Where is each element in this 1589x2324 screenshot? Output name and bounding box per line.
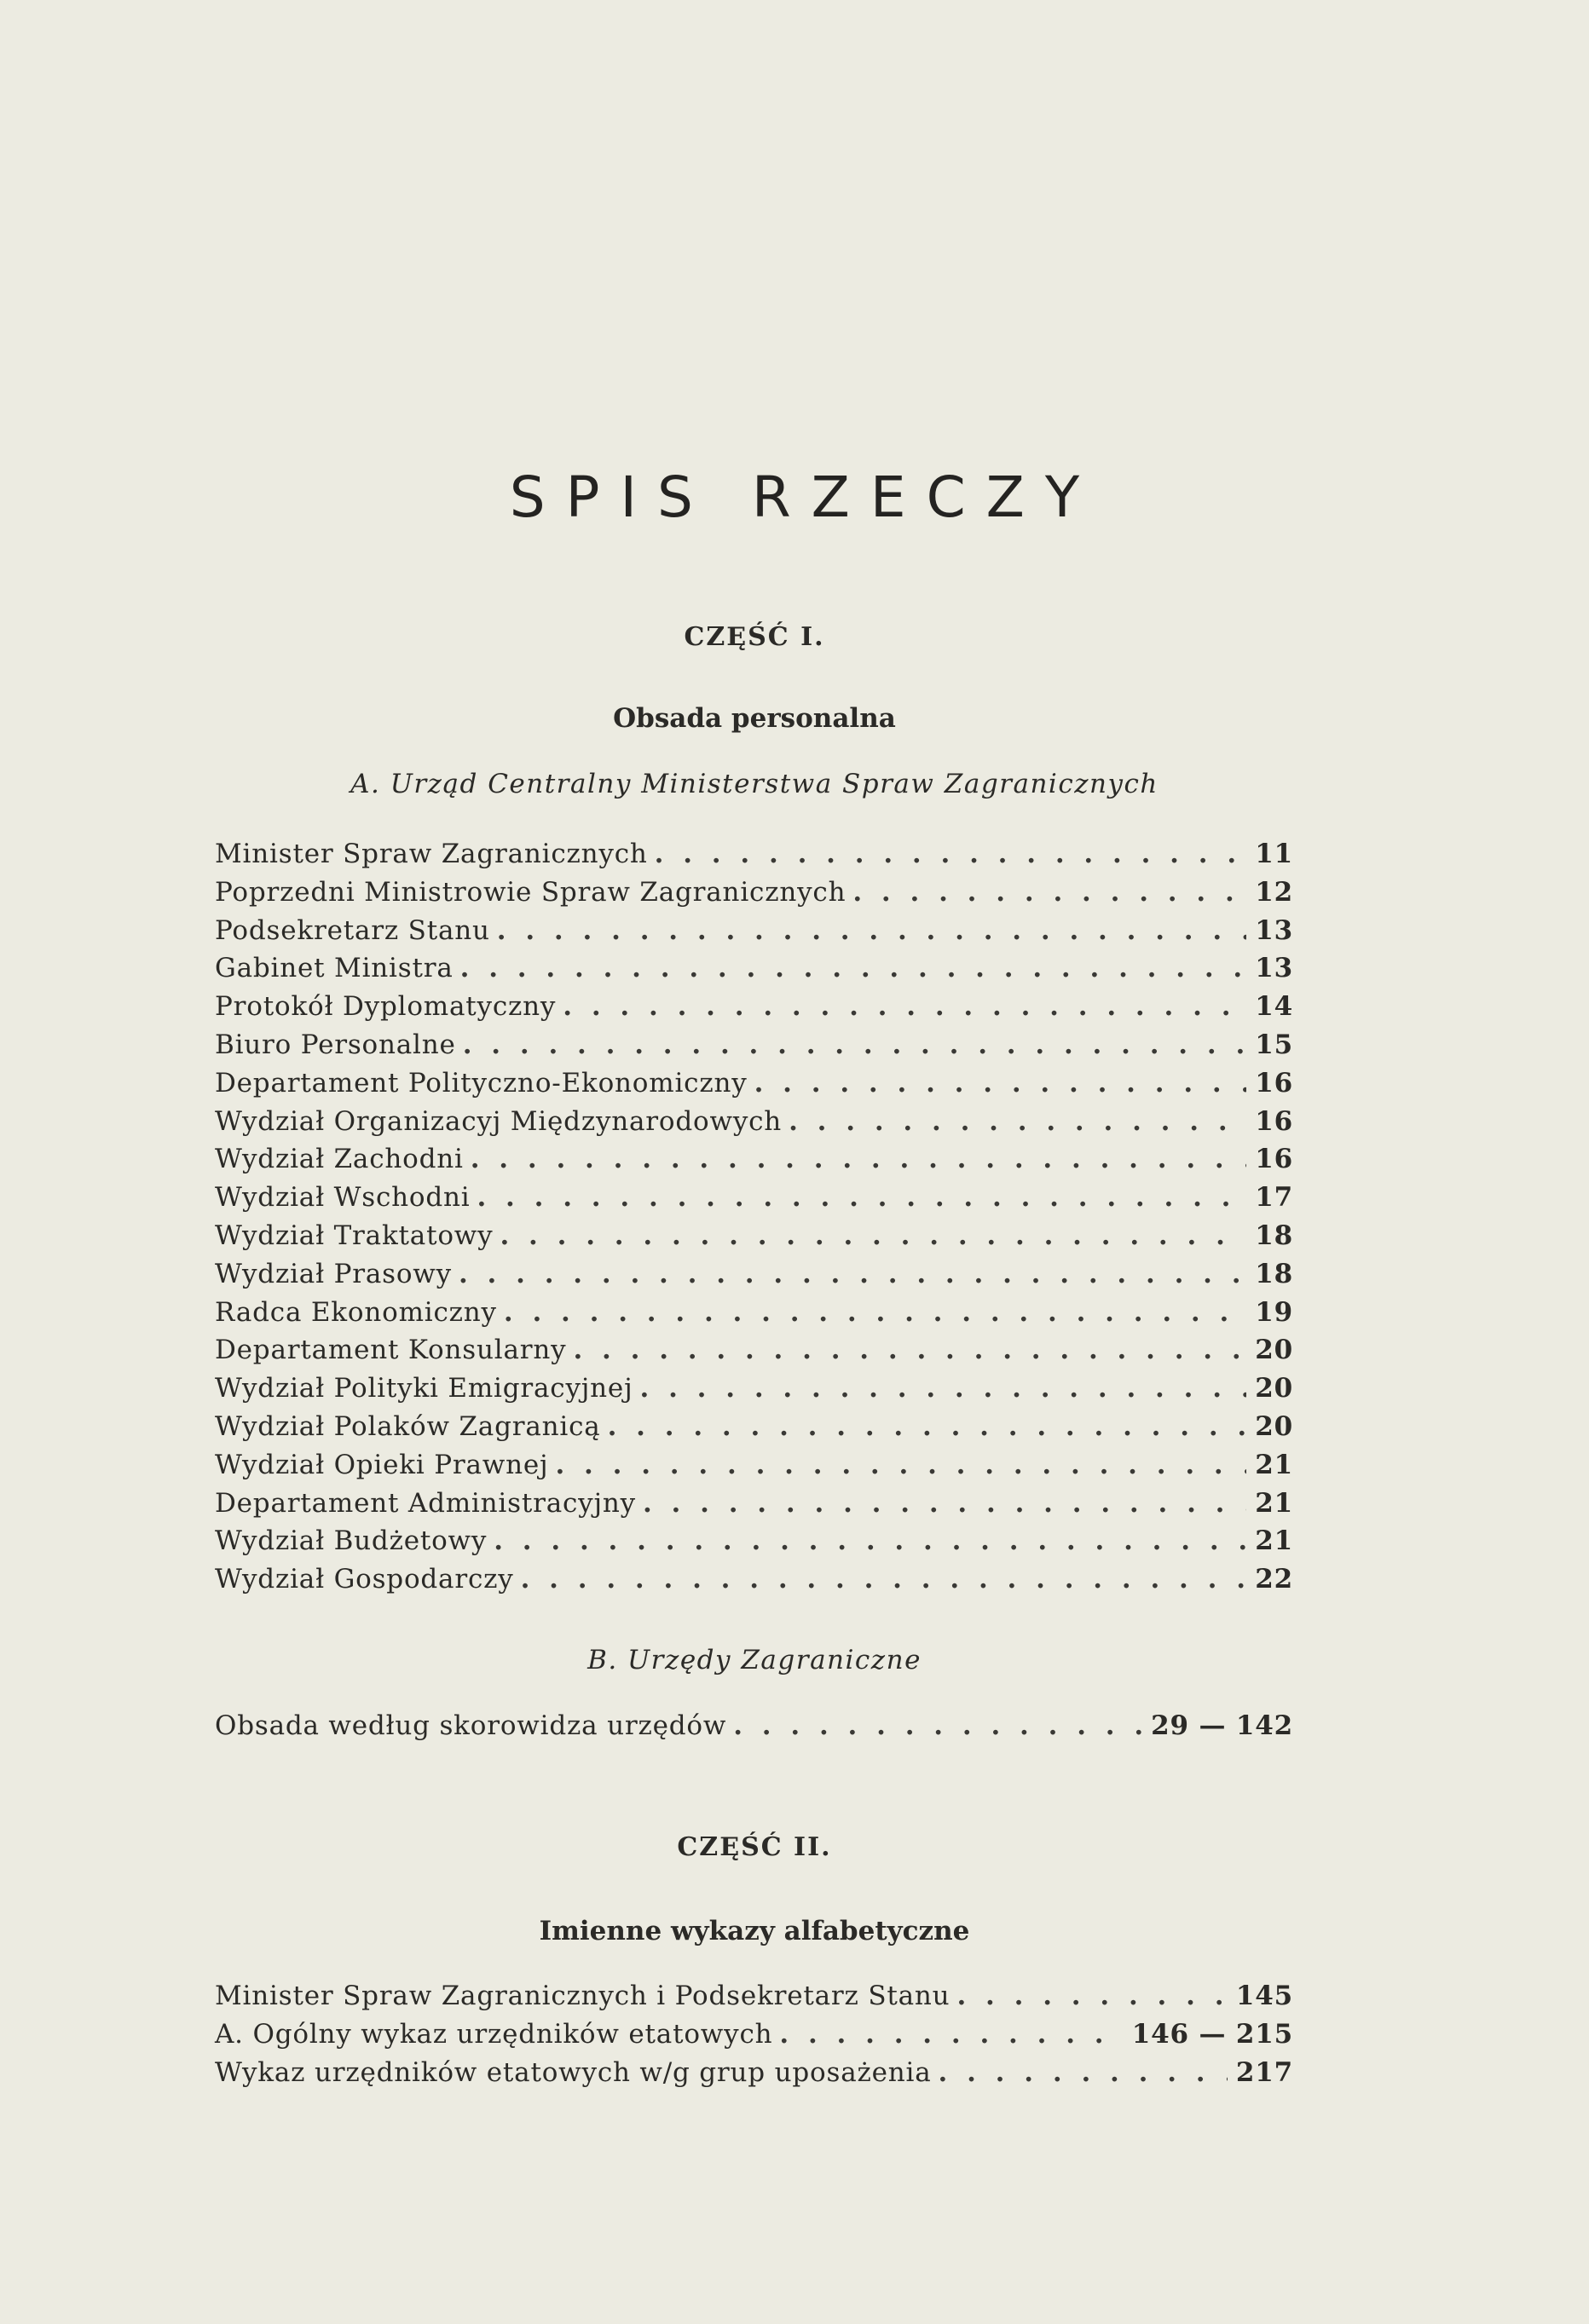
dot-leader	[655, 835, 1247, 874]
toc-entry-page-number: 20	[1255, 1410, 1293, 1442]
part-1-heading: CZĘŚĆ I.	[684, 622, 825, 652]
toc-entry	[215, 1522, 1293, 1560]
toc-entry	[215, 949, 1293, 988]
dot-leader	[640, 1370, 1247, 1408]
toc-entry-page-number: 22	[1255, 1564, 1293, 1595]
toc-entry-label: Wydział Wschodni	[215, 1182, 471, 1214]
toc-entry-label: Wydział Zachodni	[215, 1144, 464, 1175]
dot-leader	[643, 1485, 1246, 1523]
toc-entry-label: Biuro Personalne	[215, 1029, 456, 1060]
toc-entry	[215, 1707, 1293, 1745]
toc-entry	[215, 1103, 1293, 1141]
toc-entry	[215, 1370, 1293, 1408]
toc-entry-page-number: 146 — 215	[1131, 2018, 1293, 2050]
toc-entry	[215, 1294, 1293, 1332]
toc-entry-label: Departament Administracyjny	[215, 1487, 636, 1519]
dot-leader	[521, 1560, 1247, 1599]
toc-entry-label: Wydział Polaków Zagranicą	[215, 1410, 601, 1442]
toc-entry	[215, 1140, 1293, 1179]
toc-entry-label: Radca Ekonomiczny	[215, 1296, 497, 1328]
toc-entry-page-number: 17	[1255, 1182, 1293, 1214]
toc-entry-label: Wydział Budżetowy	[215, 1525, 488, 1557]
toc-entry-label: Wydział Prasowy	[215, 1258, 452, 1289]
toc-entry-page-number: 13	[1255, 953, 1293, 984]
toc-entry	[215, 1026, 1293, 1064]
toc-entry-label: Minister Spraw Zagranicznych	[215, 839, 648, 869]
toc-entry	[215, 874, 1293, 912]
toc-entry-page-number: 16	[1255, 1067, 1293, 1099]
toc-entry	[215, 1217, 1293, 1255]
dot-leader	[779, 2015, 1123, 2054]
part-1-section-title: Obsada personalna	[613, 703, 896, 734]
toc-entry-label: Gabinet Ministra	[215, 953, 454, 984]
toc-entry	[215, 1064, 1293, 1103]
toc-entry-page-number: 18	[1255, 1258, 1293, 1289]
dot-leader	[563, 988, 1246, 1026]
toc-entry-label: Departament Polityczno-Ekonomiczny	[215, 1067, 748, 1099]
toc-entry-page-number: 16	[1255, 1105, 1293, 1137]
toc-entry-label: Wydział Gospodarczy	[215, 1564, 514, 1595]
toc-entry-page-number: 14	[1255, 991, 1293, 1023]
dot-leader	[504, 1294, 1246, 1332]
dot-leader	[459, 1255, 1246, 1294]
toc-entry-page-number: 18	[1255, 1220, 1293, 1251]
toc-entry-page-number: 15	[1255, 1029, 1293, 1060]
toc-entry	[215, 1977, 1293, 2015]
toc-entry-page-number: 11	[1255, 839, 1293, 869]
toc-entry-page-number: 21	[1255, 1449, 1293, 1480]
dot-leader	[460, 949, 1247, 988]
dot-leader	[789, 1103, 1246, 1141]
toc-entry	[215, 988, 1293, 1026]
toc-list-central-office	[215, 835, 1293, 1599]
toc-entry-page-number: 13	[1255, 914, 1293, 946]
toc-entry-label: Departament Konsularny	[215, 1335, 567, 1366]
toc-entry-label: Wydział Organizacyj Międzynarodowych	[215, 1105, 783, 1137]
dot-leader	[754, 1064, 1247, 1103]
dot-leader	[956, 1977, 1227, 2015]
toc-entry-label: Minister Spraw Zagranicznych i Podsekretarz Stanu	[215, 1981, 951, 2011]
toc-entry-label: Protokół Dyplomatyczny	[215, 991, 557, 1023]
toc-list-foreign-offices	[215, 1707, 1293, 1745]
toc-entry	[215, 1485, 1293, 1523]
toc-entry	[215, 1255, 1293, 1294]
subsection-b-title: B. Urzędy Zagraniczne	[587, 1645, 922, 1675]
dot-leader	[497, 912, 1246, 950]
page-title: SPIS RZECZY	[509, 464, 1101, 530]
toc-entry	[215, 1331, 1293, 1370]
toc-list-alphabetical	[215, 1977, 1293, 2091]
subsection-a-title: A. Urząd Centralny Ministerstwa Spraw Zagranicznych	[350, 769, 1159, 799]
toc-entry-page-number: 12	[1255, 876, 1293, 908]
toc-entry	[215, 1408, 1293, 1446]
toc-entry-page-number: 19	[1255, 1296, 1293, 1328]
toc-entry	[215, 1560, 1293, 1599]
dot-leader	[852, 874, 1246, 912]
dot-leader	[494, 1522, 1246, 1560]
dot-leader	[477, 1179, 1246, 1217]
toc-entry-page-number: 145	[1235, 1981, 1293, 2011]
toc-entry-label: Obsada według skorowidza urzędów	[215, 1710, 727, 1741]
dot-leader	[463, 1026, 1247, 1064]
toc-entry-page-number: 20	[1255, 1373, 1293, 1404]
toc-entry-page-number: 21	[1255, 1487, 1293, 1519]
toc-entry	[215, 1446, 1293, 1485]
toc-entry-label: Wydział Traktatowy	[215, 1220, 494, 1251]
toc-entry	[215, 2015, 1293, 2054]
dot-leader	[733, 1707, 1142, 1745]
dot-leader	[608, 1408, 1247, 1446]
dot-leader	[573, 1331, 1246, 1370]
toc-entry	[215, 1179, 1293, 1217]
toc-entry-label: Wydział Polityki Emigracyjnej	[215, 1373, 633, 1404]
toc-entry	[215, 2054, 1293, 2092]
toc-entry-label: Podsekretarz Stanu	[215, 914, 490, 946]
dot-leader	[939, 2054, 1228, 2092]
toc-entry-label: Wydział Opieki Prawnej	[215, 1449, 549, 1480]
toc-entry-label: Wykaz urzędników etatowych w/g grup uposażenia	[215, 2056, 932, 2088]
toc-entry-label: Poprzedni Ministrowie Spraw Zagranicznych	[215, 876, 847, 908]
toc-entry-page-number: 29 — 142	[1151, 1710, 1293, 1741]
toc-entry	[215, 912, 1293, 950]
part-2-section-title: Imienne wykazy alfabetyczne	[539, 1916, 970, 1946]
dot-leader	[500, 1217, 1246, 1255]
dot-leader	[471, 1140, 1247, 1179]
toc-entry-page-number: 21	[1255, 1525, 1293, 1557]
dot-leader	[555, 1446, 1246, 1485]
toc-entry-label: A. Ogólny wykaz urzędników etatowych	[215, 2018, 773, 2050]
toc-entry-page-number: 16	[1255, 1144, 1293, 1175]
part-2-heading: CZĘŚĆ II.	[677, 1832, 832, 1862]
toc-entry	[215, 835, 1293, 874]
toc-entry-page-number: 217	[1235, 2056, 1293, 2088]
toc-entry-page-number: 20	[1255, 1335, 1293, 1366]
